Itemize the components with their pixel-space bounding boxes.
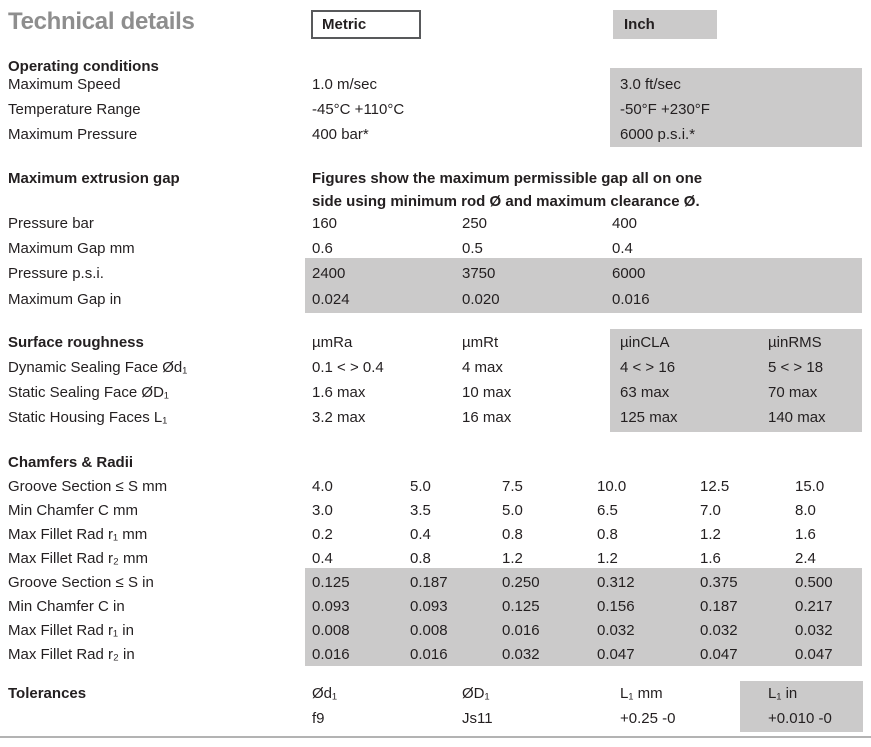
value: 6.5: [597, 502, 618, 519]
tolerance-dim: L₁ in: [768, 685, 798, 702]
table-row: [0, 618, 871, 643]
column-header: µmRa: [312, 334, 353, 351]
table-row: [0, 405, 871, 430]
value: 0.217: [795, 598, 833, 615]
value: 140 max: [768, 409, 826, 426]
value: 0.6: [312, 240, 333, 257]
value: 0.250: [502, 574, 540, 591]
row-label: Maximum Speed: [8, 76, 121, 93]
table-row: [0, 211, 871, 236]
value: 0.032: [795, 622, 833, 639]
value: 0.375: [700, 574, 738, 591]
table-row: [0, 236, 871, 261]
table-row: [0, 642, 871, 667]
tolerances-value-row: [0, 706, 871, 731]
extrusion-note: side using minimum rod Ø and maximum clearance Ø.: [312, 193, 700, 210]
row-label: Max Fillet Rad r₁ in: [8, 622, 134, 639]
value: 0.125: [312, 574, 350, 591]
section-heading: Tolerances: [8, 685, 87, 702]
value: 0.032: [502, 646, 540, 663]
value: 3.0: [312, 502, 333, 519]
metric-value: 400 bar*: [312, 126, 369, 143]
value: 0.500: [795, 574, 833, 591]
metric-value: 1.0 m/sec: [312, 76, 378, 93]
table-row: [0, 380, 871, 405]
column-header: µinRMS: [768, 334, 822, 351]
value: 1.2: [502, 550, 523, 567]
table-row: [0, 261, 871, 286]
row-label: Pressure bar: [8, 215, 94, 232]
column-header: µinCLA: [620, 334, 670, 351]
value: 10 max: [462, 384, 512, 401]
row-label: Maximum Gap in: [8, 291, 122, 308]
tab-metric[interactable]: Metric: [311, 10, 421, 39]
value: 8.0: [795, 502, 816, 519]
value: 0.2: [312, 526, 333, 543]
value: 5 < > 18: [768, 359, 824, 376]
row-label: Min Chamfer C mm: [8, 502, 139, 519]
value: 16 max: [462, 409, 512, 426]
tolerance-value: Js11: [462, 710, 493, 727]
value: 0.1 < > 0.4: [312, 359, 384, 376]
value: 0.4: [410, 526, 431, 543]
table-row: [0, 546, 871, 571]
row-label: Static Housing Faces L₁: [8, 409, 168, 426]
value: 125 max: [620, 409, 678, 426]
inch-value: -50°F +230°F: [620, 101, 710, 118]
bottom-divider: [0, 736, 871, 738]
value: 0.016: [410, 646, 448, 663]
value: 12.5: [700, 478, 730, 495]
row-label: Groove Section ≤ S mm: [8, 478, 168, 495]
value: 0.047: [795, 646, 833, 663]
value: 1.6: [795, 526, 816, 543]
row-label: Static Sealing Face ØD₁: [8, 384, 169, 401]
value: 0.187: [410, 574, 448, 591]
extrusion-heading-row: [0, 166, 871, 191]
section-heading: Maximum extrusion gap: [8, 170, 180, 187]
tab-inch[interactable]: Inch: [613, 10, 717, 39]
value: 3.2 max: [312, 409, 366, 426]
value: 4.0: [312, 478, 333, 495]
table-row: [0, 570, 871, 595]
value: 4 max: [462, 359, 503, 376]
value: 0.032: [700, 622, 738, 639]
value: 0.312: [597, 574, 635, 591]
value: 0.093: [410, 598, 448, 615]
chamfers-heading-row: [0, 450, 871, 475]
value: 3.5: [410, 502, 431, 519]
table-row: [0, 72, 871, 97]
value: 15.0: [795, 478, 825, 495]
value: 0.047: [597, 646, 635, 663]
page-title: Technical details: [8, 8, 195, 35]
tolerance-value: +0.25 -0: [620, 710, 676, 727]
value: 0.024: [312, 291, 350, 308]
value: 250: [462, 215, 488, 232]
value: 7.5: [502, 478, 523, 495]
value: 3750: [462, 265, 496, 282]
table-row: [0, 522, 871, 547]
value: 0.8: [597, 526, 618, 543]
value: 0.016: [312, 646, 350, 663]
value: 7.0: [700, 502, 721, 519]
tolerance-dim: L₁ mm: [620, 685, 663, 702]
metric-value: -45°C +110°C: [312, 101, 405, 118]
inch-value: 6000 p.s.i.*: [620, 126, 696, 143]
value: 0.8: [502, 526, 523, 543]
value: 1.6 max: [312, 384, 366, 401]
table-row: [0, 97, 871, 122]
value: 6000: [612, 265, 646, 282]
value: 0.008: [410, 622, 448, 639]
extrusion-note: Figures show the maximum permissible gap all on one: [312, 170, 703, 187]
value: 0.047: [700, 646, 738, 663]
value: 0.020: [462, 291, 500, 308]
tolerance-value: f9: [312, 710, 325, 727]
value: 0.093: [312, 598, 350, 615]
row-label: Maximum Gap mm: [8, 240, 135, 257]
table-row: [0, 122, 871, 147]
row-label: Max Fillet Rad r₂ mm: [8, 550, 149, 567]
table-row: [0, 355, 871, 380]
value: 1.2: [700, 526, 721, 543]
table-row: [0, 287, 871, 312]
value: 2400: [312, 265, 346, 282]
row-label: Min Chamfer C in: [8, 598, 125, 615]
value: 0.156: [597, 598, 635, 615]
tolerance-dim: Ød₁: [312, 685, 338, 702]
section-heading: Chamfers & Radii: [8, 454, 134, 471]
value: 0.4: [312, 550, 333, 567]
row-label: Max Fillet Rad r₁ mm: [8, 526, 148, 543]
column-header: µmRt: [462, 334, 499, 351]
value: 5.0: [410, 478, 431, 495]
tolerance-value: +0.010 -0: [768, 710, 832, 727]
value: 0.187: [700, 598, 738, 615]
section-heading: Surface roughness: [8, 334, 144, 351]
value: 0.016: [612, 291, 650, 308]
value: 0.125: [502, 598, 540, 615]
table-row: [0, 498, 871, 523]
table-row: [0, 594, 871, 619]
value: 70 max: [768, 384, 818, 401]
value: 0.008: [312, 622, 350, 639]
inch-value: 3.0 ft/sec: [620, 76, 681, 93]
value: 0.4: [612, 240, 633, 257]
row-label: Max Fillet Rad r₂ in: [8, 646, 135, 663]
value: 0.032: [597, 622, 635, 639]
surface-header-row: [0, 330, 871, 355]
value: 10.0: [597, 478, 627, 495]
value: 0.5: [462, 240, 483, 257]
value: 0.016: [502, 622, 540, 639]
section-heading: Operating conditions: [8, 58, 159, 75]
value: 1.2: [597, 550, 618, 567]
row-label: Temperature Range: [8, 101, 141, 118]
row-label: Dynamic Sealing Face Ød₁: [8, 359, 188, 376]
row-label: Pressure p.s.i.: [8, 265, 104, 282]
value: 1.6: [700, 550, 721, 567]
value: 2.4: [795, 550, 816, 567]
value: 5.0: [502, 502, 523, 519]
value: 4 < > 16: [620, 359, 676, 376]
value: 63 max: [620, 384, 670, 401]
value: 160: [312, 215, 338, 232]
row-label: Maximum Pressure: [8, 126, 138, 143]
value: 0.8: [410, 550, 431, 567]
value: 400: [612, 215, 638, 232]
tolerance-dim: ØD₁: [462, 685, 490, 702]
tolerances-dim-row: [0, 681, 871, 706]
row-label: Groove Section ≤ S in: [8, 574, 154, 591]
table-row: [0, 474, 871, 499]
